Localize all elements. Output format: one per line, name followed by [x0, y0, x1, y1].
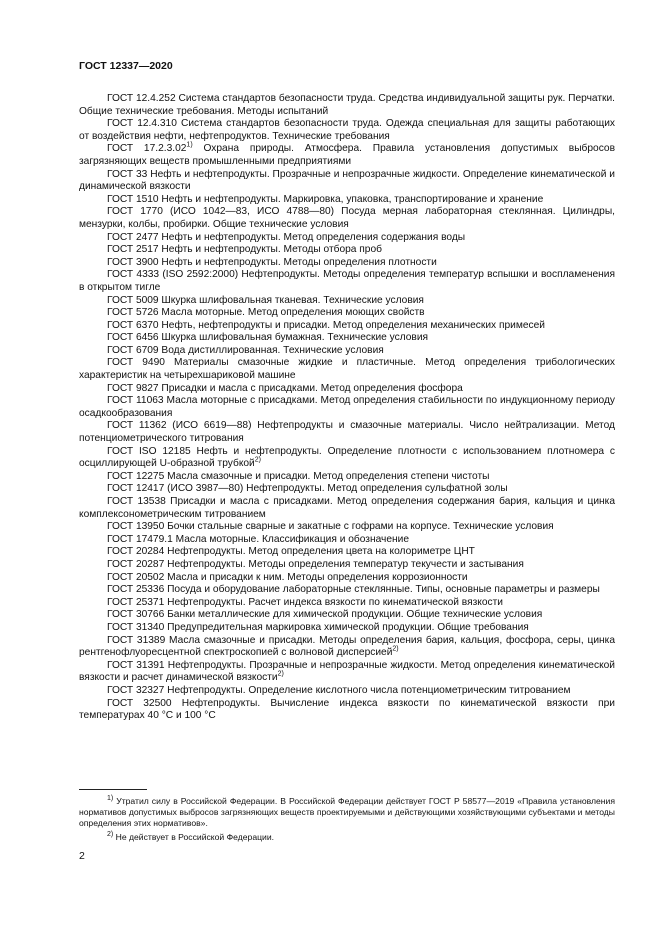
- reference-item: ГОСТ 12275 Масла смазочные и присадки. Метод определения степени чистоты: [107, 470, 490, 482]
- reference-item: ГОСТ 12.4.252 Система стандартов безопасности труда. Средства индивидуальной защиты рук. Перчатки. Общие технические требования. Методы испытаний: [79, 93, 615, 117]
- page-number: 2: [79, 850, 85, 862]
- reference-item: ГОСТ 31389 Масла смазочные и присадки. Методы определения бария, кальция, фосфора, серы, цинка рентгенофлуоресцентной спектроскопией с волновой дисперсией$^{2)}$: [79, 634, 615, 659]
- reference-item: ГОСТ 33 Нефть и нефтепродукты. Прозрачные и непрозрачные жидкости. Определение кинематической и динамической вязкости: [79, 168, 615, 193]
- footnote-mark: 1): [107, 795, 114, 803]
- reference-item: ГОСТ 25336 Посуда и оборудование лабораторные стеклянные. Типы, основные параметры и размеры: [107, 584, 600, 596]
- reference-item: ГОСТ 32500 Нефтепродукты. Вычисление индекса вязкости по кинематической вязкости при температурах 40 °С и 100 °С: [79, 697, 615, 722]
- reference-item: ГОСТ 1770 (ИСО 1042—83, ИСО 4788—80) Посуда мерная лабораторная стеклянная. Цилиндры, мензурки, колбы, пробирки. Общие технические условия: [79, 206, 615, 230]
- page-header: ГОСТ 12337—2020: [79, 60, 173, 72]
- reference-item: ГОСТ 2517 Нефть и нефтепродукты. Методы отбора проб: [107, 244, 382, 256]
- reference-item: ГОСТ 25371 Нефтепродукты. Расчет индекса вязкости по кинематической вязкости: [107, 596, 503, 608]
- footnote-ref[interactable]: 1): [186, 141, 193, 149]
- footnote: $^{1)}$ Утратил силу в Российской Федерации. В Российской Федерации действует ГОСТ Р 58577—2019 «Правила установления нормативов допустимых выбросов загрязняющих веществ проектируемыми и действующими хозяйствующими субъектами и методы определения этих нормативов».: [79, 795, 615, 828]
- reference-item: ГОСТ 20502 Масла и присадки к ним. Методы определения коррозионности: [107, 571, 468, 583]
- reference-item: ГОСТ 17479.1 Масла моторные. Классификация и обозначение: [107, 533, 409, 545]
- footnote-divider: [79, 789, 147, 790]
- reference-item: ГОСТ 5726 Масла моторные. Метод определения моющих свойств: [107, 307, 425, 319]
- reference-item: ГОСТ 6709 Вода дистиллированная. Технические условия: [107, 344, 384, 356]
- reference-item: ГОСТ 31391 Нефтепродукты. Прозрачные и непрозрачные жидкости. Метод определения кинематической вязкости и расчет динамической вязкости$^{2)}$: [79, 659, 615, 684]
- reference-item: ГОСТ 5009 Шкурка шлифовальная тканевая. Технические условия: [107, 294, 424, 306]
- footnotes: [79, 796, 615, 846]
- reference-item: ГОСТ ISO 12185 Нефть и нефтепродукты. Определение плотности с использованием плотномера с осциллирующей U-образной трубкой$^{2)}$: [79, 445, 615, 470]
- reference-item: ГОСТ 30766 Банки металлические для химической продукции. Общие технические условия: [107, 609, 543, 621]
- reference-item: ГОСТ 6456 Шкурка шлифовальная бумажная. Технические условия: [107, 332, 429, 344]
- reference-item: ГОСТ 9827 Присадки и масла с присадками. Метод определения фосфора: [107, 382, 463, 394]
- reference-item: ГОСТ 13538 Присадки и масла с присадками. Метод определения содержания бария, кальция и цинка комплексонометрическим титрованием: [79, 496, 615, 520]
- reference-item: ГОСТ 1510 Нефть и нефтепродукты. Маркировка, упаковка, транспортирование и хранение: [107, 193, 544, 205]
- reference-item: ГОСТ 32327 Нефтепродукты. Определение кислотного числа потенциометрическим титрованием: [107, 684, 571, 696]
- reference-item: ГОСТ 6370 Нефть, нефтепродукты и присадки. Метод определения механических примесей: [107, 319, 545, 331]
- reference-item: ГОСТ 11063 Масла моторные с присадками. Метод определения стабильности по индукционному периоду осадкообразования: [79, 395, 615, 419]
- reference-item: ГОСТ 12.4.310 Система стандартов безопасности труда. Одежда специальная для защиты работающих от воздействия нефти, нефтепродуктов. Технические требования: [79, 118, 615, 142]
- normative-references: [79, 93, 615, 723]
- reference-item: ГОСТ 2477 Нефть и нефтепродукты. Метод определения содержания воды: [107, 231, 466, 243]
- footnote-mark: 2): [107, 831, 114, 839]
- reference-item: ГОСТ 13950 Бочки стальные сварные и закатные с гофрами на корпусе. Технические условия: [107, 521, 554, 533]
- reference-item: ГОСТ 3900 Нефть и нефтепродукты. Методы определения плотности: [107, 256, 437, 268]
- reference-item: ГОСТ 4333 (ISO 2592:2000) Нефтепродукты. Методы определения температур вспышки и воспламенения в открытом тигле: [79, 269, 615, 293]
- reference-item: ГОСТ 31340 Предупредительная маркировка химической продукции. Общие требования: [107, 621, 529, 633]
- footnote-ref[interactable]: 2): [254, 456, 261, 464]
- reference-item: ГОСТ 17.2.3.02$^{1)}$ Охрана природы. Атмосфера. Правила установления допустимых выбросов загрязняющих веществ промышленными предприятиями: [79, 141, 615, 167]
- reference-item: ГОСТ 12417 (ИСО 3987—80) Нефтепродукты. Метод определения сульфатной золы: [107, 483, 508, 495]
- reference-item: ГОСТ 11362 (ИСО 6619—88) Нефтепродукты и смазочные материалы. Число нейтрализации. Метод потенциометрического титрования: [79, 420, 615, 445]
- reference-item: ГОСТ 20284 Нефтепродукты. Метод определения цвета на колориметре ЦНТ: [107, 546, 475, 558]
- reference-item: ГОСТ 9490 Материалы смазочные жидкие и пластичные. Метод определения трибологических характеристик на четырехшариковой машине: [79, 357, 615, 382]
- reference-item: ГОСТ 20287 Нефтепродукты. Методы определения температур текучести и застывания: [107, 558, 524, 570]
- footnote-ref[interactable]: 2): [277, 670, 284, 678]
- footnote-ref[interactable]: 2): [392, 645, 399, 653]
- footnote: $^{2)}$ Не действует в Российской Федерации.: [107, 831, 275, 842]
